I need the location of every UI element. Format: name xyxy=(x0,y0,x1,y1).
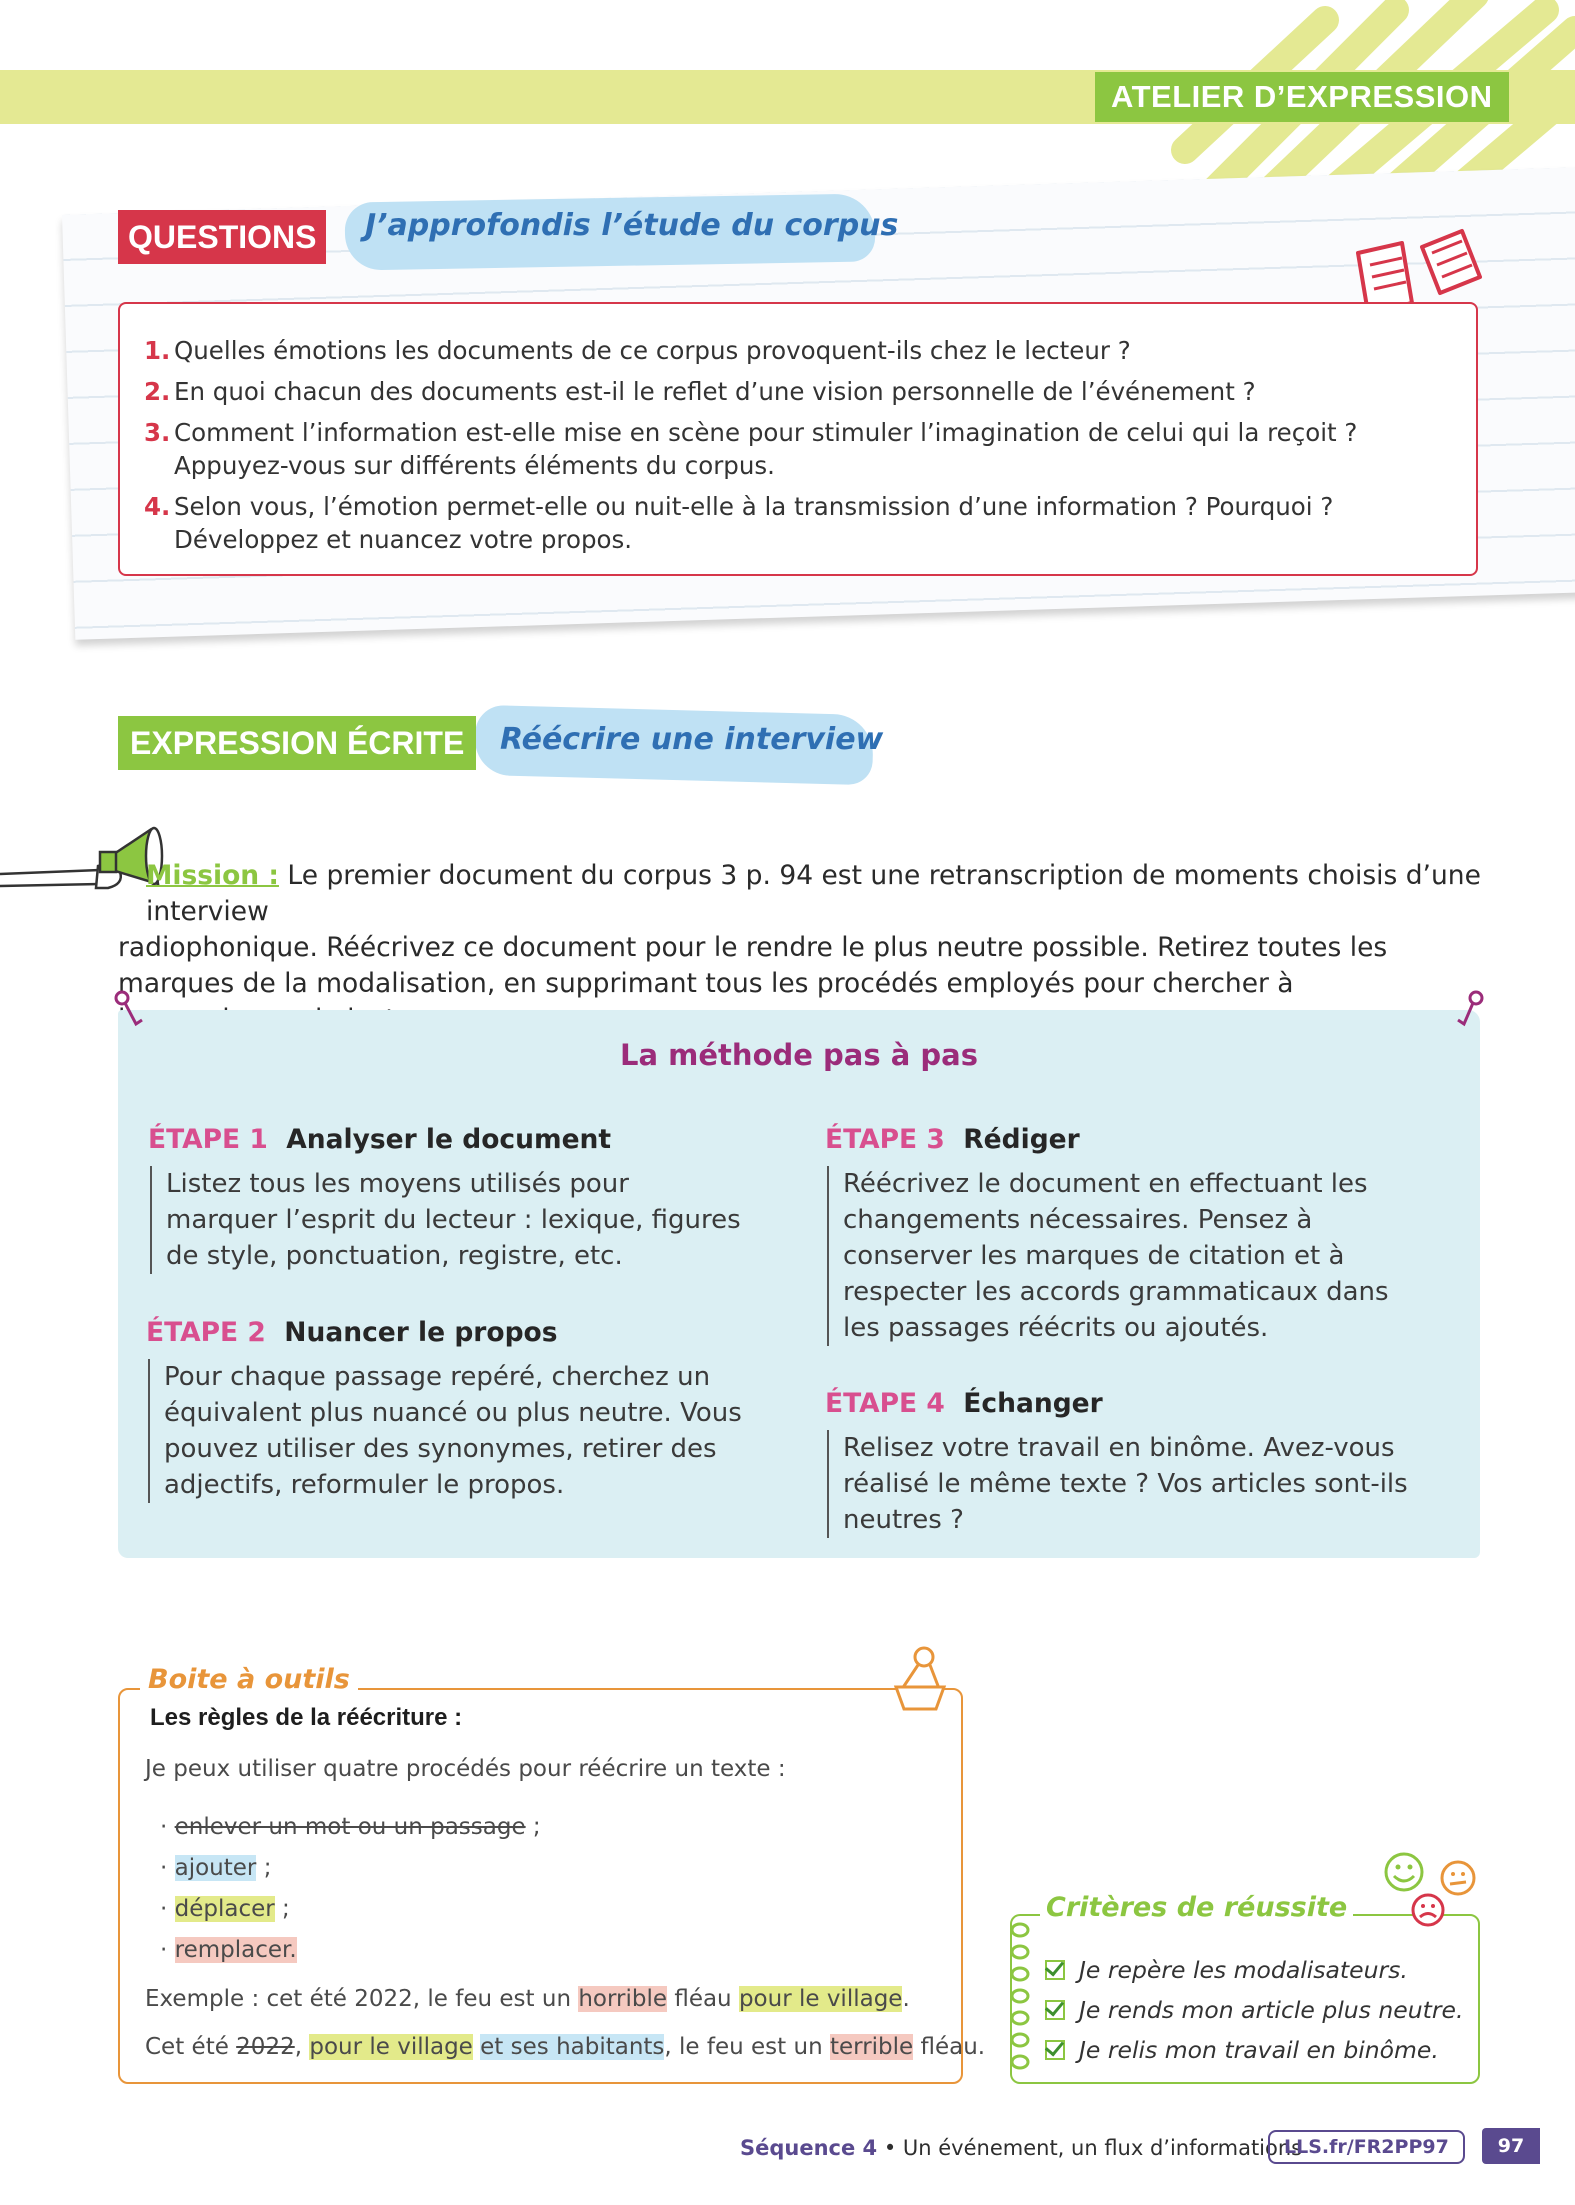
bullet: · xyxy=(160,1937,168,1963)
pin-icon xyxy=(112,990,148,1030)
mission-text: radiophonique. Réécrivez ce document pour le rendre le plus neutre possible. Retirez toutes les marques de la modalisation, en supprimant tous les procédés employés pour chercher à xyxy=(118,932,1388,999)
toolbox-word: déplacer xyxy=(174,1896,275,1922)
toolbox-intro: Je peux utiliser quatre procédés pour réécrire un texte : xyxy=(145,1756,786,1782)
example-text: fléau xyxy=(667,1986,739,2012)
example-text: fléau. xyxy=(913,2034,986,2060)
step-body: Réécrivez le document en effectuant les changements nécessaires. Pensez à conserver les marques de citation et à respecter les accords grammaticaux dans les passages réécrits ou ajoutés. xyxy=(827,1166,1425,1346)
sequence-label: Séquence 4 xyxy=(740,2136,878,2160)
bullet: · xyxy=(160,1896,168,1922)
toolbox-item xyxy=(160,1937,297,1963)
step-title: Échanger xyxy=(963,1388,1103,1419)
mission-text: Le premier document du corpus 3 p. 94 est une retranscription de moments choisis d’une interview xyxy=(146,860,1481,927)
example-strike: 2022 xyxy=(236,2034,295,2060)
question-number: 1. xyxy=(144,336,171,365)
method-title: La méthode pas à pas xyxy=(620,1038,978,1072)
punct: ; xyxy=(274,1896,290,1922)
criteria-title: Critères de réussite xyxy=(1046,1892,1348,1923)
toolbox-item xyxy=(160,1896,290,1922)
example-text: , le feu est un xyxy=(664,2034,830,2060)
example-text: . xyxy=(902,1986,910,2012)
question-text: Quelles émotions les documents de ce corpus provoquent-ils chez le lecteur ? xyxy=(174,336,1131,365)
step-1 xyxy=(148,1122,748,1274)
page-number: 97 xyxy=(1482,2128,1540,2164)
toolbox-word: remplacer. xyxy=(174,1937,297,1963)
binder-clip-icon xyxy=(890,1645,950,1715)
step-number: ÉTAPE 3 xyxy=(825,1124,945,1155)
toolbox-word: enlever un mot ou un passage xyxy=(174,1814,526,1840)
step-body: Relisez votre travail en binôme. Avez-vous réalisé le même texte ? Vos articles sont-ils neutres ? xyxy=(827,1430,1425,1538)
bullet: · xyxy=(160,1814,168,1840)
step-number: ÉTAPE 1 xyxy=(148,1124,268,1155)
step-body: Pour chaque passage repéré, cherchez un équivalent plus nuancé ou plus neutre. Vous pouvez utiliser des synonymes, retirer des adjectifs, reformuler le propos. xyxy=(148,1359,746,1503)
toolbox-subtitle: Les règles de la réécriture : xyxy=(150,1704,463,1731)
toolbox-title-wrap xyxy=(140,1664,358,1695)
question-text: Selon vous, l’émotion permet-elle ou nuit-elle à la transmission d’une information ? Pourquoi ? Développez et nuancez votre propos. xyxy=(174,492,1334,554)
step-title: Analyser le document xyxy=(286,1124,612,1155)
footer-sequence xyxy=(740,2136,1302,2160)
questions-tag: QUESTIONS xyxy=(118,210,326,264)
criteria-text: Je repère les modalisateurs. xyxy=(1079,1956,1408,1984)
question-number: 2. xyxy=(144,377,171,406)
question-text: En quoi chacun des documents est-il le reflet d’une vision personnelle de l’événement ? xyxy=(174,377,1256,406)
example-highlight: terrible xyxy=(829,2034,914,2060)
checkbox-checked-icon xyxy=(1045,2000,1065,2020)
checkbox-checked-icon xyxy=(1045,1960,1065,1980)
step-title: Nuancer le propos xyxy=(284,1317,558,1348)
toolbox-word: ajouter xyxy=(174,1855,257,1881)
step-3 xyxy=(825,1122,1425,1346)
criteria-item xyxy=(1045,1996,1463,2024)
example-rewritten xyxy=(145,2034,985,2060)
step-body: Listez tous les moyens utilisés pour marquer l’esprit du lecteur : lexique, figures de style, ponctuation, registre, etc. xyxy=(150,1166,748,1274)
step-2 xyxy=(146,1315,746,1503)
punct: ; xyxy=(525,1814,541,1840)
mission-label: Mission : xyxy=(146,860,279,891)
criteria-text: Je rends mon article plus neutre. xyxy=(1079,1996,1464,2024)
example-highlight: pour le village xyxy=(309,2034,473,2060)
question-item xyxy=(144,416,1436,482)
spiral-binding-icon xyxy=(1005,1918,1035,2088)
example-highlight: pour le village xyxy=(738,1986,903,2012)
example-original xyxy=(145,1986,910,2012)
bullet: · xyxy=(160,1855,168,1881)
example-text: Cet été xyxy=(145,2034,237,2060)
atelier-tag: ATELIER D’EXPRESSION xyxy=(1095,72,1509,122)
step-number: ÉTAPE 2 xyxy=(146,1317,266,1348)
smileys-icon xyxy=(1380,1850,1485,1930)
criteria-item xyxy=(1045,2036,1439,2064)
example-highlight: et ses habitants xyxy=(480,2034,665,2060)
question-number: 3. xyxy=(144,418,171,447)
sequence-title: Un événement, un flux d’informations xyxy=(902,2136,1303,2160)
example-text: Exemple : cet été 2022, le feu est un xyxy=(145,1986,579,2012)
criteria-text: Je relis mon travail en binôme. xyxy=(1079,2036,1439,2064)
step-title: Rédiger xyxy=(963,1124,1080,1155)
toolbox-item xyxy=(160,1814,541,1840)
expression-tag: EXPRESSION ÉCRITE xyxy=(118,716,476,770)
question-item xyxy=(144,375,1436,408)
footer-link[interactable]: LLS.fr/FR2PP97 xyxy=(1268,2130,1465,2164)
criteria-title-wrap xyxy=(1040,1892,1353,1923)
toolbox xyxy=(118,1688,963,2084)
criteria-item xyxy=(1045,1956,1408,1984)
question-text: Comment l’information est-elle mise en scène pour stimuler l’imagination de celui qui la reçoit ? Appuyez-vous sur différents éléments du corpus. xyxy=(174,418,1358,480)
example-highlight: horrible xyxy=(578,1986,668,2012)
question-number: 4. xyxy=(144,492,171,521)
expression-subtitle: Réécrire une interview xyxy=(500,722,884,757)
punct: ; xyxy=(256,1855,272,1881)
separator: • xyxy=(877,2136,903,2160)
step-4 xyxy=(825,1386,1425,1538)
example-text: , xyxy=(294,2034,310,2060)
questions-box xyxy=(118,302,1478,576)
question-item xyxy=(144,490,1436,556)
questions-subtitle: J’approfondis l’étude du corpus xyxy=(365,208,899,243)
pin-icon xyxy=(1450,990,1486,1030)
question-item xyxy=(144,334,1436,367)
step-number: ÉTAPE 4 xyxy=(825,1388,945,1419)
toolbox-item xyxy=(160,1855,271,1881)
checkbox-checked-icon xyxy=(1045,2040,1065,2060)
toolbox-title: Boite à outils xyxy=(148,1664,350,1695)
